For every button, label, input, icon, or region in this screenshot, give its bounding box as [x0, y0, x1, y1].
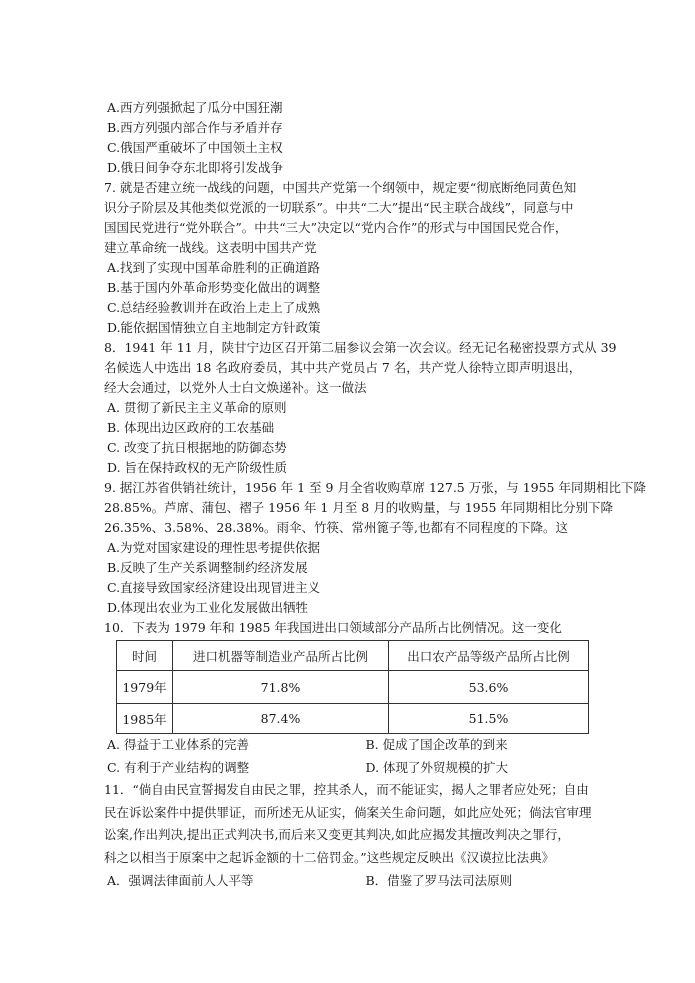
- q10-option-d: D. 体现了外贸规模的扩大: [365, 759, 509, 775]
- q7-stem-line: 建立革命统一战线。这表明中国共产党: [104, 240, 317, 255]
- table-header-row: [117, 641, 589, 671]
- q9-option-d: D.体现出农业为工业化发展做出牺牲: [107, 600, 309, 615]
- q11-options-row: [104, 870, 624, 893]
- q9-option-c: C.直接导致国家经济建设出现冒进主义: [107, 580, 321, 595]
- table-cell-import: 71.8%: [173, 671, 389, 704]
- q10-option-c: C. 有利于产业结构的调整: [107, 759, 250, 775]
- question-8: [104, 338, 624, 478]
- q11-stem-line: 科之以相当于原案中之起诉金额的十二倍罚金。”这些规定反映出《汉谟拉比法典》: [104, 849, 555, 865]
- q10-option-b: B. 促成了国企改革的到来: [365, 737, 508, 752]
- question-10: [104, 618, 624, 779]
- q8-option-a: A. 贯彻了新民主主义革命的原则: [107, 400, 287, 415]
- q9-option-a: A.为党对国家建设的理性思考提供依据: [107, 540, 321, 555]
- question-11: [104, 779, 624, 892]
- q7-option-a: A.找到了实现中国革命胜利的正确道路: [107, 260, 321, 275]
- q10-options-row: [104, 757, 624, 780]
- question-6-options: [104, 98, 624, 178]
- q8-option-c: C. 改变了抗日根据地的防御态势: [107, 440, 287, 455]
- table-cell-export: 53.6%: [389, 671, 589, 704]
- q9-stem-line: 26.35%、3.58%、28.38%。雨伞、竹筷、常州篦子等,也都有不同程度的下降。这: [104, 520, 569, 535]
- q7-option-d: D.能依据国情独立自主地制定方针政策: [107, 320, 321, 335]
- q6-option-d: D.俄日间争夺东北即将引发战争: [107, 160, 284, 175]
- q8-option-d: D. 旨在保持政权的无产阶级性质: [107, 460, 288, 475]
- table-cell-export: 51.5%: [389, 704, 589, 734]
- question-9: [104, 478, 646, 618]
- q11-stem-line: 讼案,作出判决,提出正式判决书,而后来又变更其判决,如此应揭发其擅改判决之罪行，: [104, 827, 570, 843]
- q6-option-b: B.西方列强内部合作与矛盾并存: [107, 120, 283, 135]
- q11-option-b: B．借鉴了罗马法司法原则: [365, 872, 513, 888]
- q8-option-b: B. 体现出边区政府的工农基础: [107, 420, 275, 435]
- q9-option-b: B.反映了生产关系调整制约经济发展: [107, 560, 308, 575]
- q6-option-c: C.俄国严重破坏了中国领土主权: [107, 140, 283, 155]
- q7-option-c: C.总结经验教训并在政治上走上了成熟: [107, 300, 321, 315]
- q11-stem-line: 民在诉讼案件中提供罪证，而所述无从证实，倘案关生命问题，如此应处死；倘法官审理: [104, 804, 592, 820]
- q11-stem-line: 11．“倘自由民宣誓揭发自由民之罪，控其杀人，而不能证实，揭人之罪者应处死；自由: [104, 782, 589, 798]
- q11-option-a: A．强调法律面前人人平等: [107, 872, 254, 888]
- q7-stem-line: 7. 就是否建立统一战线的问题，中国共产党第一个纲领中，规定要“彻底断绝同黄色知: [104, 180, 577, 195]
- q9-stem-line: 9. 据江苏省供销社统计，1956 年 1 至 9 月全省收购草席 127.5 万张，与 1955 年同期相比下降: [104, 480, 646, 495]
- q9-stem-line: 28.85%。芦席、蒲包、褶子 1956 年 1 月至 8 月的收购量，与 1955 年同期相比分别下降: [104, 500, 613, 515]
- q10-option-a: A. 得益于工业体系的完善: [107, 737, 249, 752]
- q7-stem-line: 识分子阶层及其他类似党派的一切联系”。中共“二大”提出“民主联合战线”，同意与中: [104, 200, 574, 215]
- q7-stem-line: 国国民党进行“党外联合”。中共“三大”决定以“党内合作”的形式与中国国民党合作，: [104, 220, 568, 235]
- table-header-import: 进口机器等制造业产品所占比例: [173, 641, 389, 671]
- table-cell-import: 87.4%: [173, 704, 389, 734]
- q8-stem-line: 8．1941 年 11 月，陕甘宁边区召开第二届参议会第一次会议。经无记名秘密投票方式从 39: [104, 340, 617, 355]
- question-7: [104, 178, 624, 338]
- q8-stem-line: 名候选人中选出 18 名政府委员，其中共产党员占 7 名，共产党人徐特立即声明退出，: [104, 360, 582, 375]
- table-header-export: 出口农产品等级产品所占比例: [389, 641, 589, 671]
- table-row: [117, 671, 589, 704]
- table-cell-year: 1979年: [117, 671, 173, 704]
- page-content: [104, 98, 646, 892]
- q7-option-b: B.基于国内外革命形势变化做出的调整: [107, 280, 321, 295]
- q6-option-a: A.西方列强掀起了瓜分中国狂潮: [107, 100, 283, 115]
- q10-options-row: [104, 734, 624, 757]
- table-row: [117, 704, 589, 734]
- q10-data-table: [116, 640, 589, 734]
- q10-stem-line: 10．下表为 1979 年和 1985 年我国进出口领域部分产品所占比例情况。这一变化: [104, 620, 562, 635]
- table-cell-year: 1985年: [117, 704, 173, 734]
- q8-stem-line: 经大会通过，以党外人士白文焕递补。这一做法: [104, 380, 367, 395]
- table-header-time: 时间: [117, 641, 173, 671]
